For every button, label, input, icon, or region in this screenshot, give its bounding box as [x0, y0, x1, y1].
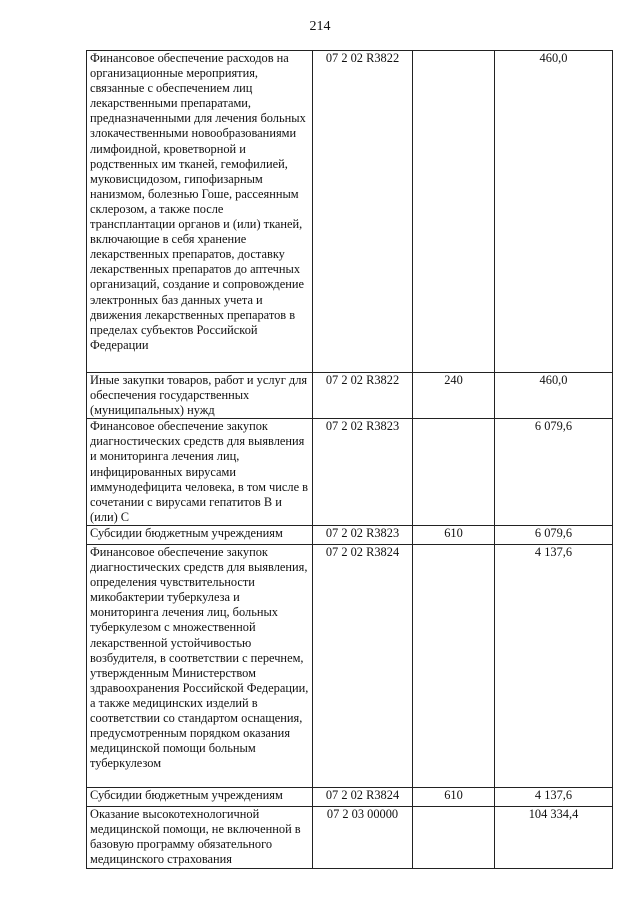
row-type: 610: [444, 787, 463, 802]
row-name-cell: [87, 525, 313, 544]
row-name: Финансовое обеспечение расходов на организационные мероприятия, связанные с обеспечением лиц лекарственными препаратами, предназначенными для лечения больных злокачественными новообразованиями лимфоидной, кроветворной и родственных им тканей, гемофилией, муковисцидозом, гипофизарным нанизмом, болезнью Гоше, рассеянным склерозом, а также после трансплантации органов и (или) тканей, включающие в себя хранение лекарственных препаратов, доставку лекарственных препаратов до аптечных организаций, создание и сопровождение электронных баз данных учета и движения лекарственных препаратов в пределах субъектов Российской Федерации: [90, 51, 306, 352]
row-sum-cell: [495, 806, 613, 868]
row-type-cell: [413, 419, 495, 526]
row-type: 610: [444, 525, 463, 540]
table-row: [87, 51, 613, 373]
row-code-cell: [313, 544, 413, 787]
table-row: [87, 525, 613, 544]
row-code-cell: [313, 373, 413, 419]
row-type-cell: [413, 373, 495, 419]
table-row: [87, 419, 613, 526]
row-code: 07 2 02 R3823: [325, 525, 400, 540]
page-number: 214: [309, 19, 331, 34]
row-name-cell: [87, 51, 313, 373]
row-sum-cell: [495, 373, 613, 419]
row-sum-cell: [495, 419, 613, 526]
row-code: 07 2 02 R3823: [325, 419, 400, 434]
row-type-cell: [413, 787, 495, 806]
row-name: Оказание высокотехнологичной медицинской помощи, не включенной в базовую программу обязательного медицинского страхования: [90, 806, 301, 867]
row-name: Субсидии бюджетным учреждениям: [90, 787, 283, 802]
row-sum-cell: [495, 525, 613, 544]
row-code: 07 2 02 R3822: [325, 373, 400, 387]
row-code-cell: [313, 419, 413, 526]
row-name: Финансовое обеспечение закупок диагностических средств для выявления и мониторинга лечения лиц, инфицированных вирусами иммунодефицита человека, в том числе в сочетании с вирусами гепатитов В и (или) С: [90, 419, 309, 524]
row-sum-cell: [495, 51, 613, 373]
row-name-cell: [87, 373, 313, 419]
row-code: 07 2 03 00000: [326, 806, 399, 821]
row-name: Субсидии бюджетным учреждениям: [90, 525, 283, 540]
row-sum: 460,0: [539, 51, 568, 65]
row-type-cell: [413, 51, 495, 373]
row-sum-cell: [495, 787, 613, 806]
row-code-cell: [313, 51, 413, 373]
row-sum: 6 079,6: [534, 419, 573, 434]
row-sum: 4 137,6: [534, 544, 573, 559]
row-type-cell: [413, 806, 495, 868]
row-sum-cell: [495, 544, 613, 787]
row-name-cell: [87, 787, 313, 806]
row-name-cell: [87, 419, 313, 526]
row-name-cell: [87, 806, 313, 868]
row-sum: 6 079,6: [534, 525, 573, 540]
row-code: 07 2 02 R3822: [325, 51, 400, 65]
row-sum: 104 334,4: [528, 806, 579, 821]
row-type-cell: [413, 525, 495, 544]
row-name-cell: [87, 544, 313, 787]
row-sum: 460,0: [539, 373, 568, 387]
row-type-cell: [413, 544, 495, 787]
table-row: [87, 787, 613, 806]
row-code-cell: [313, 806, 413, 868]
row-code-cell: [313, 787, 413, 806]
row-type: 240: [444, 373, 463, 387]
row-code-cell: [313, 525, 413, 544]
table-row: [87, 806, 613, 868]
budget-table: [86, 50, 613, 869]
row-sum: 4 137,6: [534, 787, 573, 802]
row-name: Финансовое обеспечение закупок диагностических средств для выявления, определения чувствительности микобактерии туберкулеза и мониторинга лечения лиц, больных туберкулезом с множественной лекарственной устойчивостью возбудителя, в соответствии с перечнем, утвержденным Министерством здравоохранения Российской Федерации, а также медицинских изделий в соответствии со стандартом оснащения, предусмотренным порядком оказания медицинской помощи больным туберкулезом: [90, 544, 309, 771]
row-name: Иные закупки товаров, работ и услуг для обеспечения государственных (муниципальных) нужд: [90, 373, 308, 418]
table-row: [87, 373, 613, 419]
row-code: 07 2 02 R3824: [325, 544, 400, 559]
row-code: 07 2 02 R3824: [325, 787, 400, 802]
table-row: [87, 544, 613, 787]
